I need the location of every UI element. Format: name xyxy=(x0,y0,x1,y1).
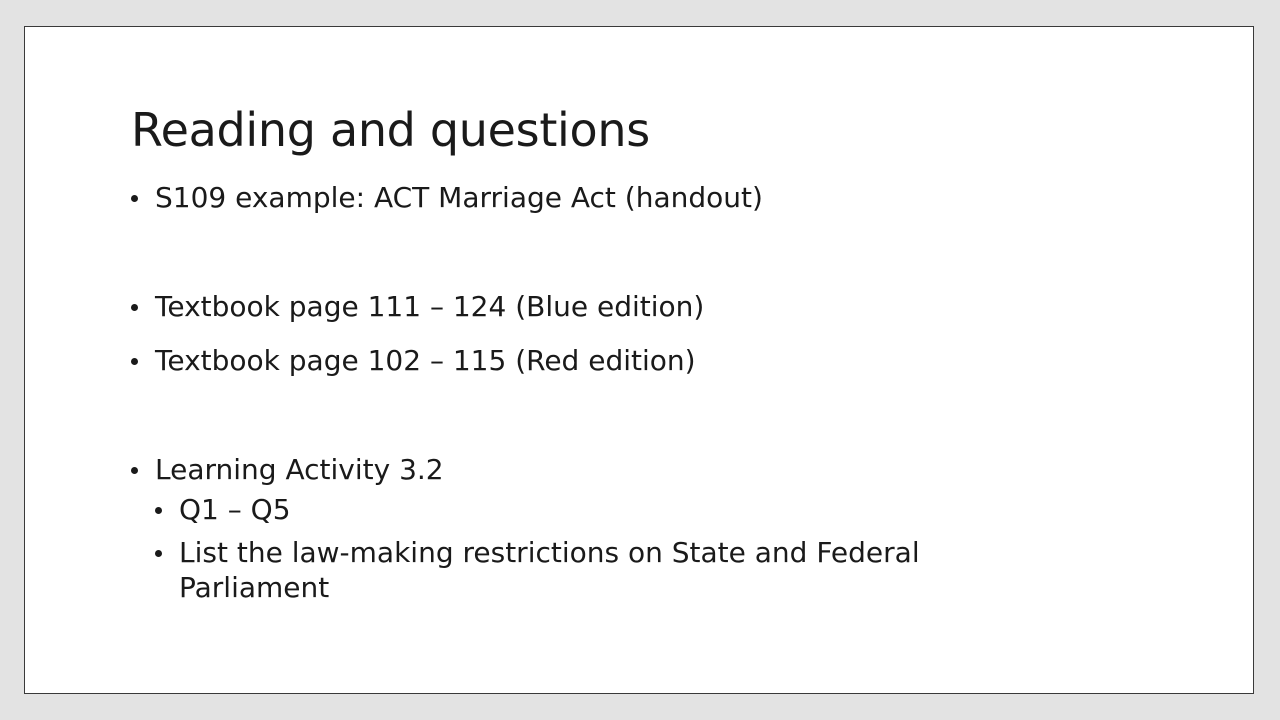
sub-bullet-text: Q1 – Q5 xyxy=(179,493,291,526)
slide-title: Reading and questions xyxy=(131,103,650,157)
bullet-text: S109 example: ACT Marriage Act (handout) xyxy=(155,181,763,214)
bullet-item xyxy=(131,343,696,379)
bullet-dot-icon xyxy=(155,507,162,514)
bullet-dot-icon xyxy=(131,195,138,202)
bullet-text: Textbook page 111 – 124 (Blue edition) xyxy=(155,290,705,323)
bullet-dot-icon xyxy=(131,304,138,311)
bullet-dot-icon xyxy=(131,467,138,474)
bullet-dot-icon xyxy=(155,550,162,557)
bullet-dot-icon xyxy=(131,358,138,365)
bullet-item xyxy=(131,180,763,216)
bullet-text: Textbook page 102 – 115 (Red edition) xyxy=(155,344,696,377)
bullet-item xyxy=(131,452,444,488)
bullet-item xyxy=(131,289,704,325)
bullet-text: Learning Activity 3.2 xyxy=(155,453,444,486)
sub-bullet-item xyxy=(155,535,999,605)
sub-bullet-item xyxy=(155,492,291,528)
slide xyxy=(24,26,1254,694)
sub-bullet-text: List the law-making restrictions on State and Federal Parliament xyxy=(179,536,920,604)
